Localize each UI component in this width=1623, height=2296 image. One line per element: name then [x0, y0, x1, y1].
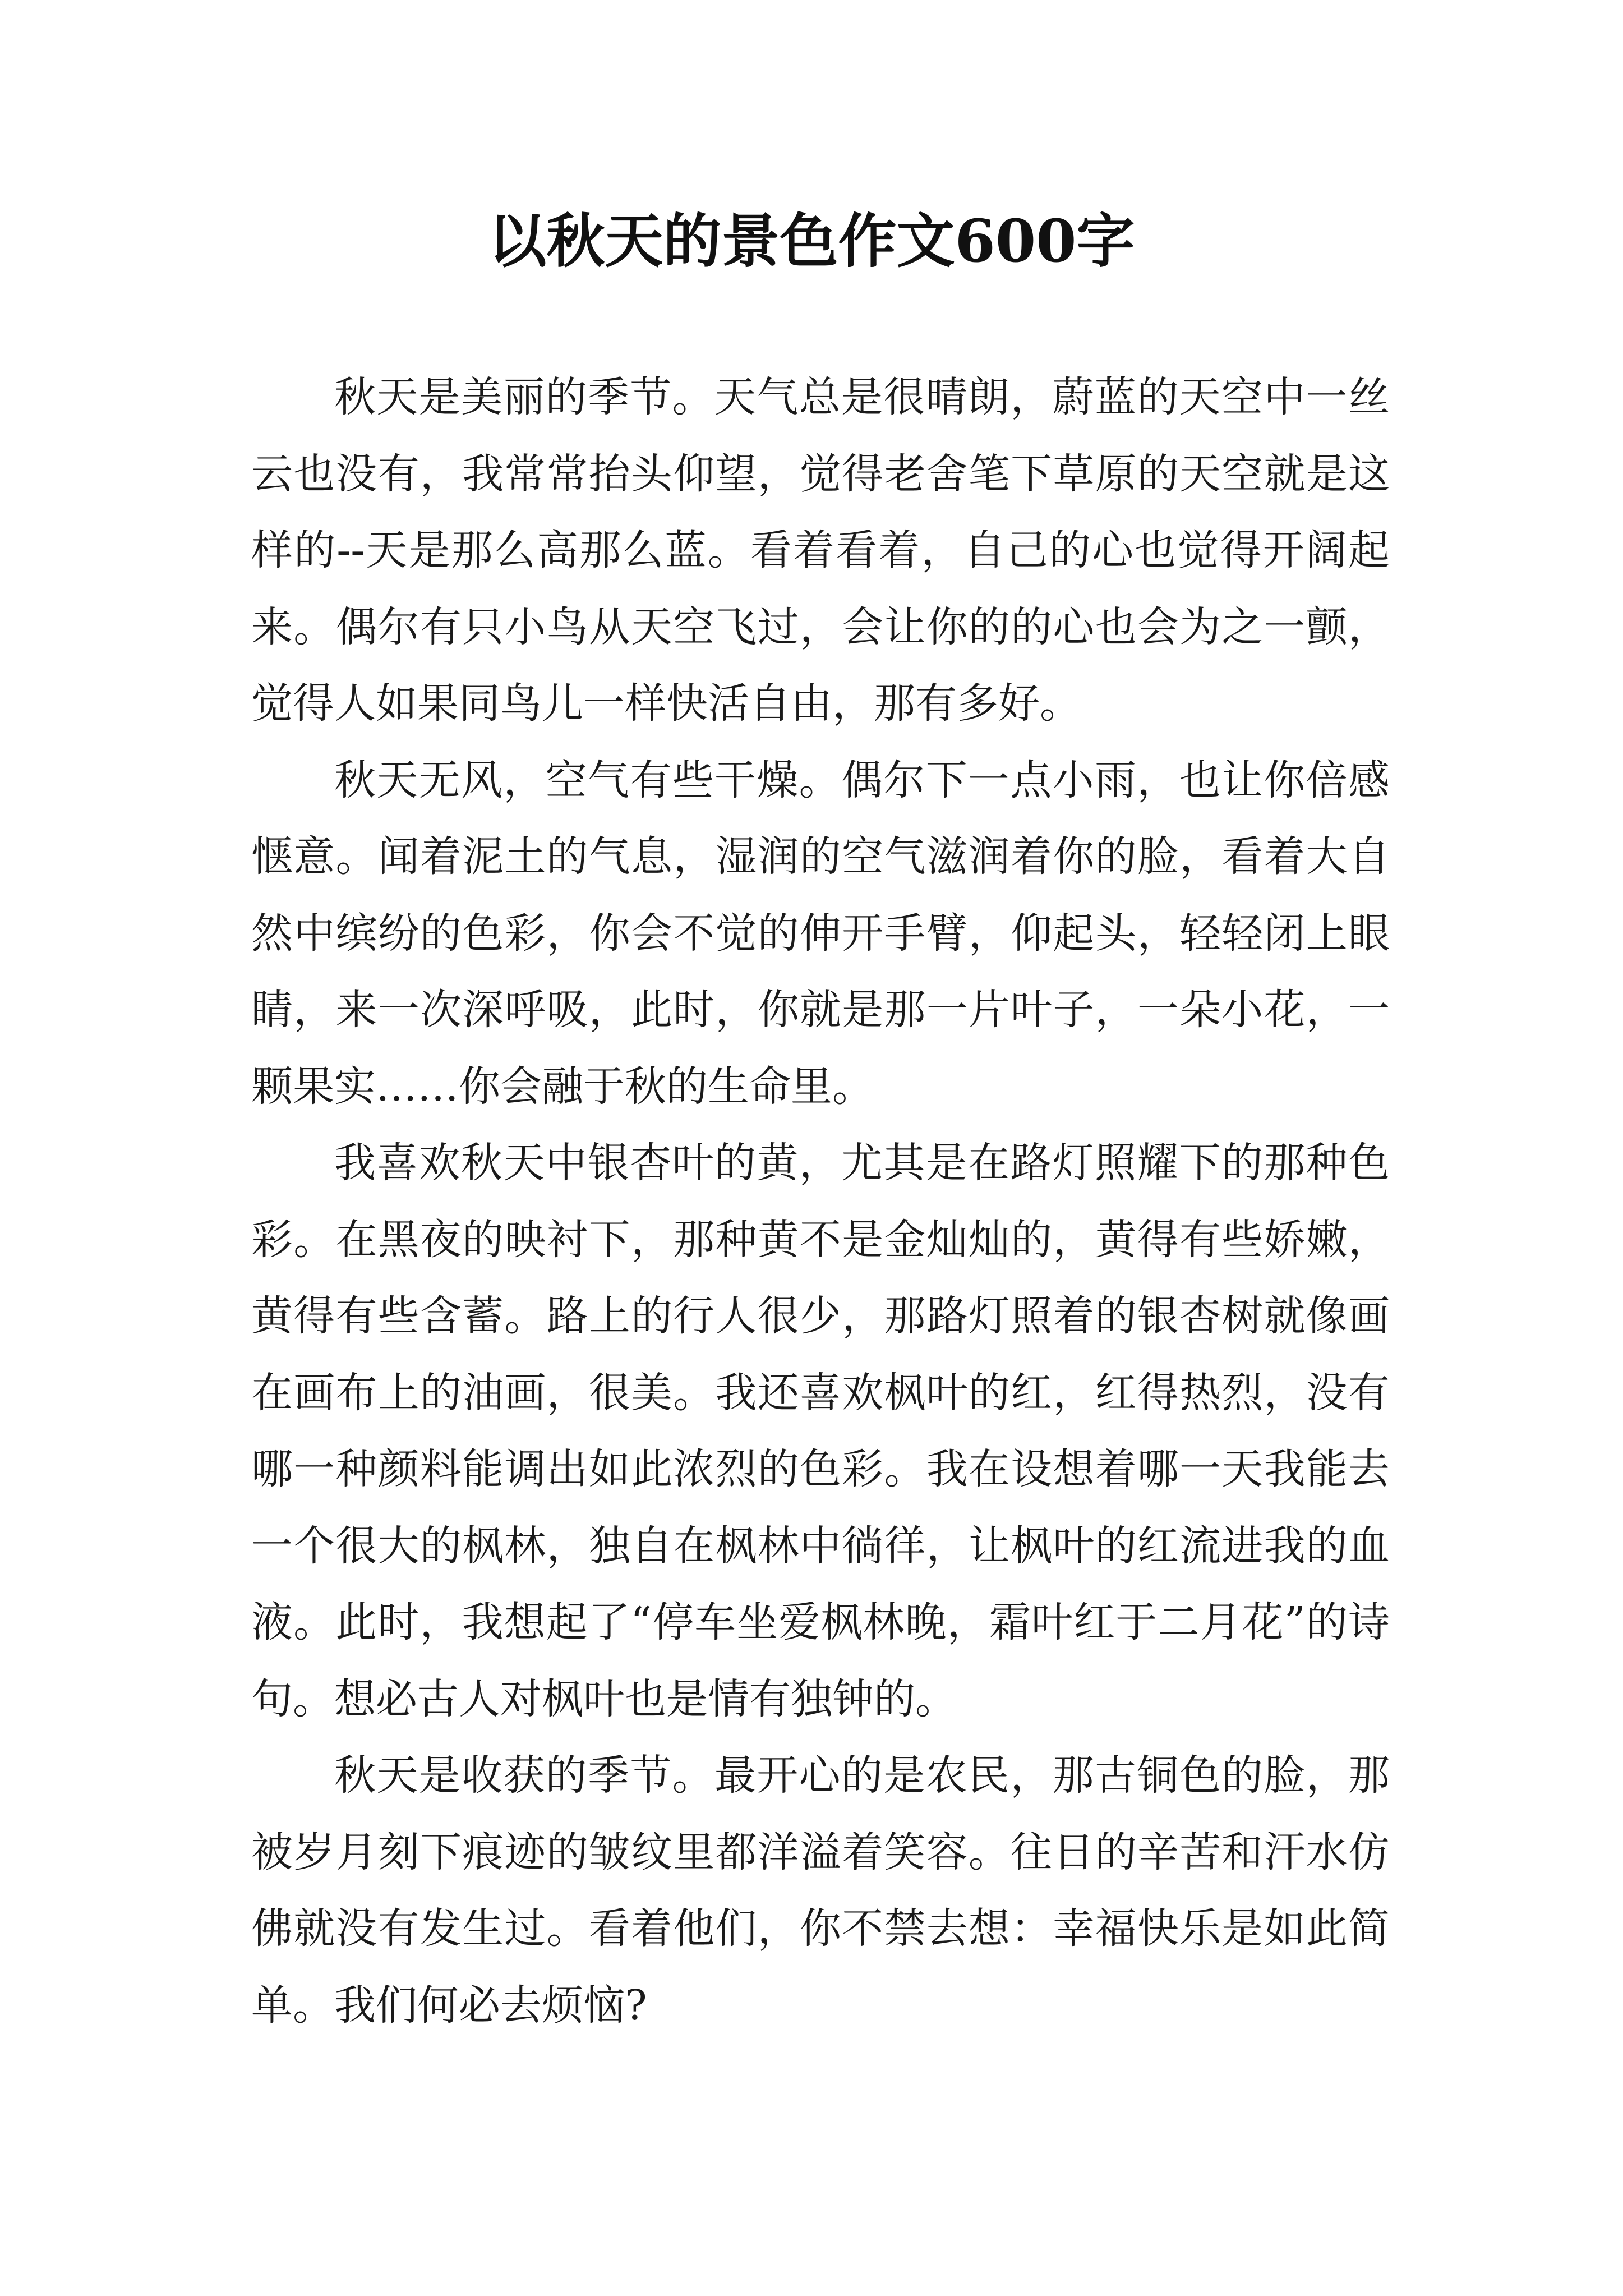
paragraph-3: 我喜欢秋天中银杏叶的黄，尤其是在路灯照耀下的那种色彩。在黑夜的映衬下，那种黄不是金灿灿的，黄得有些娇嫩，黄得有些含蓄。路上的行人很少，那路灯照着的银杏树就像画在画布上的油画，很美。我还喜欢枫叶的红，红得热烈，没有哪一种颜料能调出如此浓烈的色彩。我在设想着哪一天我能去一个很大的枫林，独自在枫林中徜徉，让枫叶的红流进我的血液。此时，我想起了“停车坐爱枫林晚，霜叶红于二月花”的诗句。想必古人对枫叶也是情有独钟的。	[251, 1139, 1390, 1723]
document-title: 以秋天的景色作文600字	[488, 206, 1135, 275]
paragraph-1: 秋天是美丽的季节。天气总是很晴朗，蔚蓝的天空中一丝云也没有，我常常抬头仰望，觉得老舍笔下草原的天空就是这样的--天是那么高那么蓝。看着看着，自己的心也觉得开阔起来。偶尔有只小鸟从天空飞过，会让你的的心也会为之一颤，觉得人如果同鸟儿一样快活自由，那有多好。	[251, 373, 1390, 728]
document-body	[251, 359, 1390, 2044]
paragraph-2: 秋天无风，空气有些干燥。偶尔下一点小雨，也让你倍感惬意。闻着泥土的气息，湿润的空气滋润着你的脸，看着大自然中缤纷的色彩，你会不觉的伸开手臂，仰起头，轻轻闭上眼睛，来一次深呼吸，此时，你就是那一片叶子，一朵小花，一颗果实……你会融于秋的生命里。	[251, 756, 1390, 1111]
paragraph-4: 秋天是收获的季节。最开心的是农民，那古铜色的脸，那被岁月刻下痕迹的皱纹里都洋溢着笑容。往日的辛苦和汗水仿佛就没有发生过。看着他们，你不禁去想：幸福快乐是如此简单。我们何必去烦恼?	[251, 1751, 1390, 2030]
